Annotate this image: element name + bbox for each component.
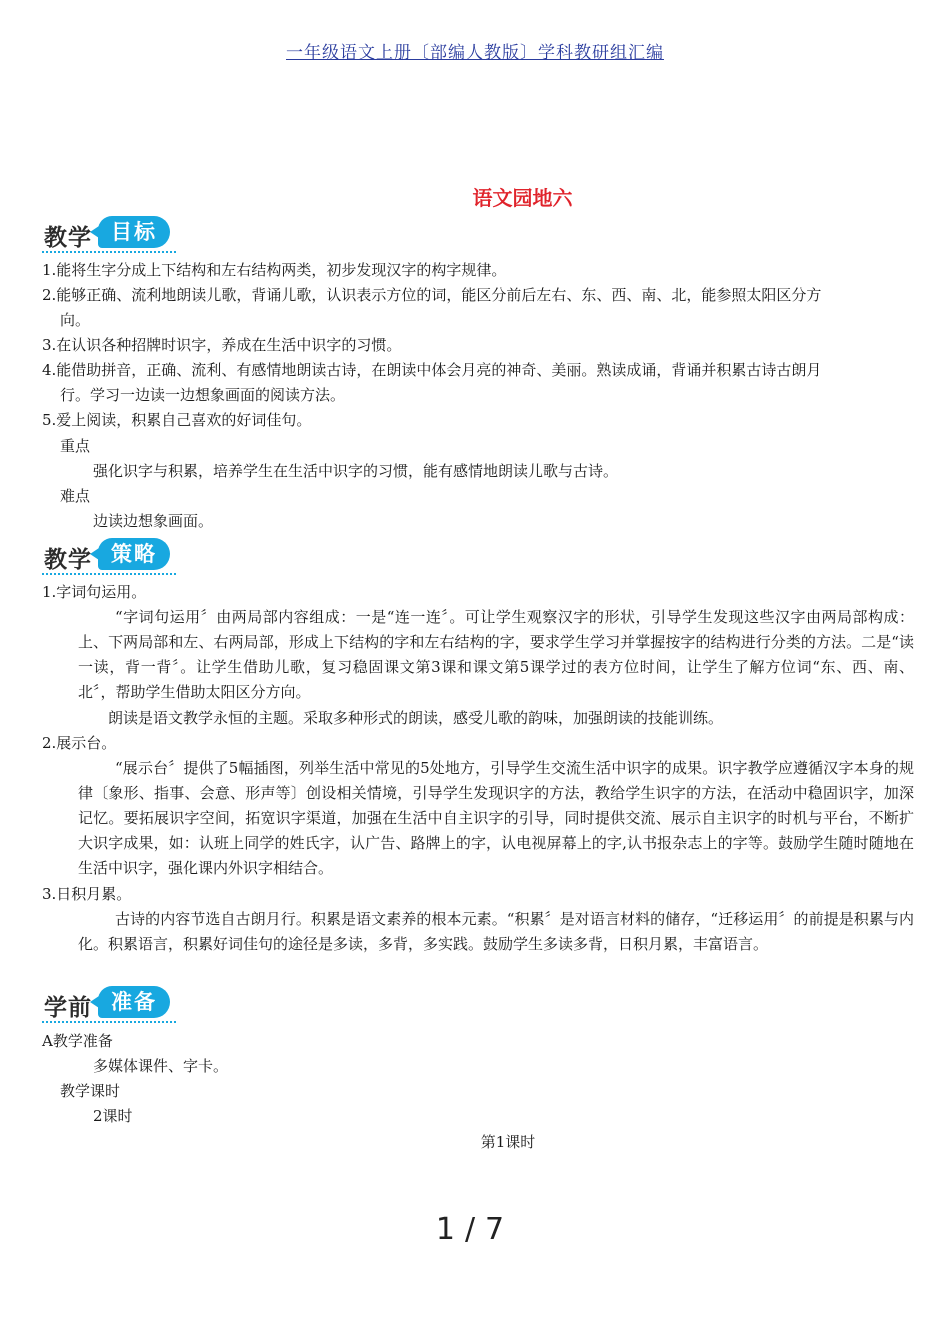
badge-pill: 准备 [98, 986, 170, 1018]
key-point-text: 强化识字与积累，培养学生在生活中识字的习惯，能有感情地朗读儿歌与古诗。 [93, 462, 619, 480]
lesson-label: 第1课时 [480, 1133, 536, 1151]
difficulty-text: 边读边想象画面。 [93, 512, 214, 530]
strategy-paragraph-2 [78, 756, 914, 881]
badge-pill: 策略 [98, 538, 170, 570]
strategy-paragraph-1-text: “字词句运用〞由两局部内容组成：一是“连一连〞。可让学生观察汉字的形状，引导学生发现这些汉字由两局部构成：上、下两局部和左、右两局部，形成上下结构的字和左右结构的字，要求学生学习并掌握按字的结构进行分类的方法。二是“读一读，背一背〞。让学生借助儿歌，复习稳固课文第3课和课文第5课学过的表方位时间，让学生了解方位词“东、西、南、北〞，帮助学生借助太阳区分方向。 [78, 608, 914, 701]
header-link[interactable]: 一年级语文上册〔部编人教版〕学科教研组汇编 [286, 43, 664, 63]
strategy-heading-1: 1.字词句运用。 [42, 583, 147, 601]
strategy-paragraph-2-text: “展示台〞提供了5幅插图，列举生活中常见的5处地方，引导学生交流生活中识字的成果。识字教学应遵循汉字本身的规律〔象形、指事、会意、形声等〕创设相关情境，引导学生发现识字的方法，教给学生识字的方法，在活动中稳固识字，加深记忆。要拓展识字空间，拓宽识字渠道，加强在生活中自主识字的引导，同时提供交流、展示自主识字的时机与平台，不断扩大识字成果，如：认班上同学的姓氏字，认广告、路牌上的字，认电视屏幕上的字,认书报杂志上的字等。鼓励学生随时随地在生活中识字，强化课内外识字相结合。 [78, 759, 914, 877]
badge-underline [42, 251, 176, 253]
page-current: 1 [435, 1212, 465, 1247]
strategy-heading-2: 2.展示台。 [42, 734, 117, 752]
page-total: 7 [485, 1212, 515, 1247]
goal-item-3: 3.在认识各种招牌时识字，养成在生活中识字的习惯。 [42, 336, 402, 354]
difficulty-label: 难点 [60, 487, 91, 505]
section-badge-prep [42, 986, 182, 1026]
badge-pill: 目标 [98, 216, 170, 248]
strategy-heading-3: 3.日积月累。 [42, 885, 132, 903]
badge-left-text: 学前 [44, 995, 92, 1021]
strategy-paragraph-3 [78, 907, 914, 957]
section-badge-goals [42, 216, 182, 256]
goal-item-1: 1.能将生字分成上下结构和左右结构两类，初步发现汉字的构字规律。 [42, 261, 507, 279]
badge-underline [42, 1021, 176, 1023]
goal-item-2: 2.能够正确、流利地朗读儿歌，背诵儿歌，认识表示方位的词，能区分前后左右、东、西、南、北，能参照太阳区分方 [42, 286, 822, 304]
badge-left-text: 教学 [44, 547, 92, 573]
section-badge-strategy [42, 538, 182, 578]
hours-text: 2课时 [93, 1107, 133, 1125]
strategy-paragraph-3-text: 古诗的内容节选自古朗月行。积累是语文素养的根本元素。“积累〞是对语言材料的储存，“迁移运用〞的前提是积累与内化。积累语言，积累好词佳句的途径是多读，多背，多实践。鼓励学生多读多背，日积月累，丰富语言。 [78, 910, 914, 953]
key-point-label: 重点 [60, 437, 91, 455]
page-separator: / [464, 1212, 486, 1247]
hours-label: 教学课时 [60, 1082, 121, 1100]
goal-item-4-cont: 行。学习一边读一边想象画面的阅读方法。 [60, 386, 346, 404]
strategy-paragraph-1 [78, 605, 914, 705]
badge-underline [42, 573, 176, 575]
prep-text: 多媒体课件、字卡。 [93, 1057, 229, 1075]
strategy-paragraph-1b: 朗读是语文教学永恒的主题。采取多种形式的朗读，感受儿歌的韵味，加强朗读的技能训练。 [108, 709, 724, 727]
badge-left-text: 教学 [44, 225, 92, 251]
prep-label: A教学准备 [42, 1032, 113, 1050]
goal-item-5: 5.爱上阅读，积累自己喜欢的好词佳句。 [42, 411, 312, 429]
page-title: 语文园地六 [472, 186, 573, 210]
goal-item-4: 4.能借助拼音，正确、流利、有感情地朗读古诗，在朗读中体会月亮的神奇、美丽。熟读成诵，背诵并积累古诗古朗月 [42, 361, 822, 379]
page-number [0, 1212, 950, 1247]
goal-item-2-cont: 向。 [60, 311, 91, 329]
